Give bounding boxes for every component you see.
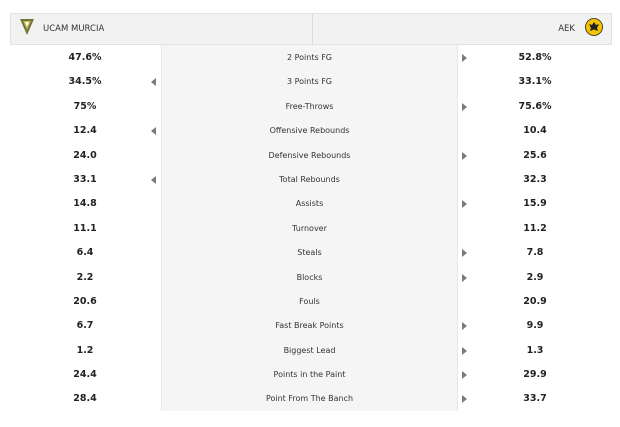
stat-row xyxy=(0,216,620,240)
stat-row xyxy=(0,143,620,167)
arrow-left-icon xyxy=(151,127,156,135)
stat-label: Turnover xyxy=(292,223,327,233)
stat-label: Point From The Banch xyxy=(265,394,354,404)
home-team[interactable] xyxy=(19,20,104,38)
stat-label: Defensive Rebounds xyxy=(268,150,351,160)
stat-row xyxy=(0,118,620,142)
header-divider xyxy=(312,14,313,44)
away-team[interactable] xyxy=(558,20,603,38)
away-stat-value: 2.9 xyxy=(526,271,544,283)
stat-label: Free-Throws xyxy=(285,101,334,111)
stat-row xyxy=(0,265,620,289)
teams-header xyxy=(10,13,612,45)
home-team-name: UCAM MURCIA xyxy=(43,24,105,34)
arrow-right-icon xyxy=(462,395,467,403)
away-stat-value: 15.9 xyxy=(523,198,547,210)
home-stat-value: 34.5% xyxy=(68,76,102,88)
home-stat-value: 11.1 xyxy=(73,222,97,234)
away-stat-value: 52.8% xyxy=(518,52,552,63)
away-team-name: AEK xyxy=(558,24,575,34)
stat-label: Assists xyxy=(295,199,324,209)
home-stat-value: 1.2 xyxy=(76,344,94,356)
away-stat-value: 33.1% xyxy=(518,76,552,88)
arrow-right-icon xyxy=(462,371,467,379)
away-stat-value: 25.6 xyxy=(523,149,547,161)
stat-label: Fouls xyxy=(299,296,320,306)
arrow-left-icon xyxy=(151,78,156,86)
arrow-right-icon xyxy=(462,347,467,355)
stat-row xyxy=(0,191,620,215)
stat-row xyxy=(0,240,620,264)
home-stat-value: 24.0 xyxy=(73,149,97,161)
arrow-right-icon xyxy=(462,152,467,160)
ucam-shield-icon xyxy=(19,18,35,40)
stat-label: Points in the Paint xyxy=(273,370,346,380)
home-stat-value: 6.4 xyxy=(76,247,94,259)
away-stat-value: 9.9 xyxy=(526,320,544,332)
home-stat-value: 47.6% xyxy=(68,52,102,63)
stat-row xyxy=(0,94,620,118)
arrow-right-icon xyxy=(462,249,467,257)
home-stat-value: 12.4 xyxy=(73,125,97,137)
away-stat-value: 10.4 xyxy=(523,125,547,137)
stat-label: 2 Points FG xyxy=(286,53,332,62)
stat-row xyxy=(0,289,620,313)
home-stat-value: 20.6 xyxy=(73,295,97,307)
arrow-right-icon xyxy=(462,200,467,208)
stat-row xyxy=(0,313,620,337)
stat-row xyxy=(0,45,620,69)
home-stat-value: 33.1 xyxy=(73,173,97,185)
home-stat-value: 2.2 xyxy=(76,271,94,283)
away-stat-value: 11.2 xyxy=(523,222,547,234)
stat-label: Offensive Rebounds xyxy=(269,126,350,136)
arrow-right-icon xyxy=(462,322,467,330)
stat-row xyxy=(0,69,620,93)
arrow-right-icon xyxy=(462,54,467,62)
stat-row xyxy=(0,167,620,191)
stat-label: 3 Points FG xyxy=(286,77,332,87)
stat-label: Steals xyxy=(297,248,322,258)
away-stat-value: 33.7 xyxy=(523,393,547,405)
stat-row xyxy=(0,386,620,410)
away-stat-value: 75.6% xyxy=(518,100,552,112)
home-stat-value: 6.7 xyxy=(76,320,94,332)
stats-table xyxy=(0,45,620,411)
arrow-left-icon xyxy=(151,176,156,184)
away-stat-value: 20.9 xyxy=(523,295,547,307)
arrow-right-icon xyxy=(462,274,467,282)
away-stat-value: 32.3 xyxy=(523,173,547,185)
away-stat-value: 1.3 xyxy=(526,344,544,356)
home-stat-value: 14.8 xyxy=(73,198,97,210)
aek-eagle-icon xyxy=(585,18,603,40)
stat-label: Total Rebounds xyxy=(279,174,340,184)
home-stat-value: 24.4 xyxy=(73,369,97,381)
home-stat-value: 75% xyxy=(73,100,97,112)
away-stat-value: 29.9 xyxy=(523,369,547,381)
stat-row xyxy=(0,362,620,386)
home-stat-value: 28.4 xyxy=(73,393,97,405)
arrow-right-icon xyxy=(462,103,467,111)
stat-label: Blocks xyxy=(296,272,323,282)
away-stat-value: 7.8 xyxy=(526,247,544,259)
stat-label: Fast Break Points xyxy=(275,321,344,331)
stat-row xyxy=(0,338,620,362)
stat-label: Biggest Lead xyxy=(283,345,336,355)
